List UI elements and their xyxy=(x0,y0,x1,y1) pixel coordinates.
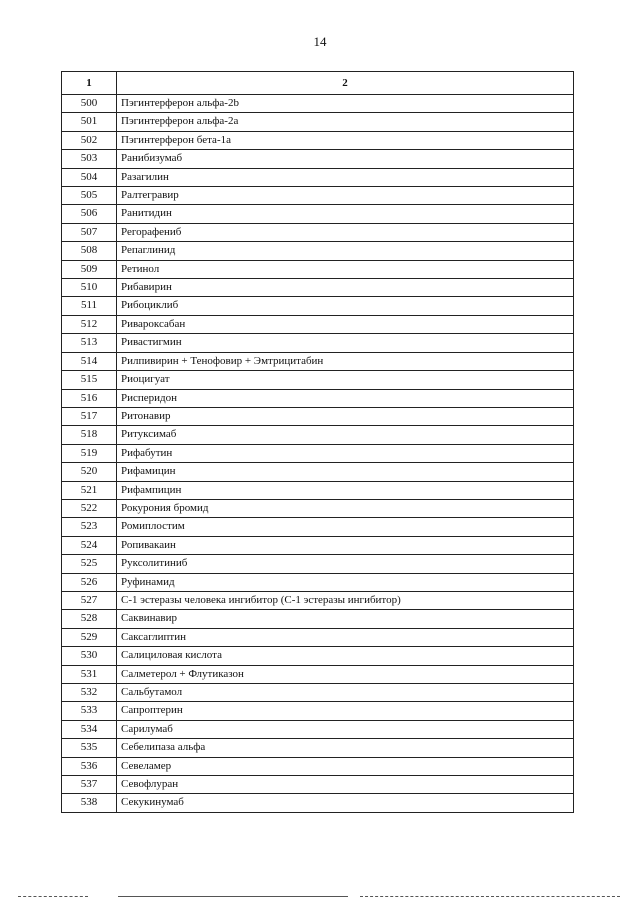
drug-name-cell: Руксолитиниб xyxy=(117,555,574,573)
row-number-cell: 536 xyxy=(62,757,117,775)
table-row xyxy=(62,463,574,481)
table-row xyxy=(62,536,574,554)
table-row xyxy=(62,426,574,444)
drug-name-cell: Ранибизумаб xyxy=(117,150,574,168)
row-number-cell: 538 xyxy=(62,794,117,812)
table-row xyxy=(62,168,574,186)
row-number-cell: 512 xyxy=(62,315,117,333)
row-number-cell: 537 xyxy=(62,776,117,794)
table-row xyxy=(62,407,574,425)
table-row xyxy=(62,518,574,536)
drug-name-cell: Разагилин xyxy=(117,168,574,186)
drug-name-cell: Сарилумаб xyxy=(117,720,574,738)
row-number-cell: 522 xyxy=(62,499,117,517)
row-number-cell: 502 xyxy=(62,131,117,149)
drug-name-cell: Ранитидин xyxy=(117,205,574,223)
drug-name-cell: Репаглинид xyxy=(117,242,574,260)
table-row xyxy=(62,389,574,407)
table-row xyxy=(62,444,574,462)
drug-name-cell: Салициловая кислота xyxy=(117,647,574,665)
drug-name-cell: Саксаглиптин xyxy=(117,628,574,646)
table-row xyxy=(62,665,574,683)
row-number-cell: 534 xyxy=(62,720,117,738)
drug-name-cell: Ретинол xyxy=(117,260,574,278)
column-header-name: 2 xyxy=(117,72,574,95)
row-number-cell: 505 xyxy=(62,187,117,205)
row-number-cell: 515 xyxy=(62,371,117,389)
row-number-cell: 506 xyxy=(62,205,117,223)
page-number: 14 xyxy=(313,34,327,49)
row-number-cell: 518 xyxy=(62,426,117,444)
drug-name-cell: Пэгинтерферон альфа-2а xyxy=(117,113,574,131)
table-header-row xyxy=(62,72,574,95)
table-row xyxy=(62,591,574,609)
table-row xyxy=(62,555,574,573)
row-number-cell: 523 xyxy=(62,518,117,536)
table-body xyxy=(62,95,574,813)
drug-name-cell: Рисперидон xyxy=(117,389,574,407)
drug-name-cell: Ритонавир xyxy=(117,407,574,425)
row-number-cell: 508 xyxy=(62,242,117,260)
row-number-cell: 516 xyxy=(62,389,117,407)
table-row xyxy=(62,739,574,757)
row-number-cell: 510 xyxy=(62,279,117,297)
drug-name-cell: Салметерол + Флутиказон xyxy=(117,665,574,683)
drug-name-cell: Ривароксабан xyxy=(117,315,574,333)
scan-artifact-line xyxy=(118,896,348,897)
row-number-cell: 501 xyxy=(62,113,117,131)
table-row xyxy=(62,573,574,591)
table-row xyxy=(62,628,574,646)
drug-name-cell: Ропивакаин xyxy=(117,536,574,554)
table-row xyxy=(62,315,574,333)
row-number-cell: 511 xyxy=(62,297,117,315)
drug-name-cell: Риоцигуат xyxy=(117,371,574,389)
table-row xyxy=(62,610,574,628)
drug-table xyxy=(61,71,574,813)
row-number-cell: 532 xyxy=(62,684,117,702)
table-row xyxy=(62,279,574,297)
row-number-cell: 509 xyxy=(62,260,117,278)
drug-name-cell: Рокурония бромид xyxy=(117,499,574,517)
table-row xyxy=(62,499,574,517)
drug-name-cell: Рибоциклиб xyxy=(117,297,574,315)
table-row xyxy=(62,757,574,775)
row-number-cell: 524 xyxy=(62,536,117,554)
drug-name-cell: Севеламер xyxy=(117,757,574,775)
row-number-cell: 525 xyxy=(62,555,117,573)
drug-name-cell: Ритуксимаб xyxy=(117,426,574,444)
drug-name-cell: Ралтегравир xyxy=(117,187,574,205)
row-number-cell: 531 xyxy=(62,665,117,683)
row-number-cell: 517 xyxy=(62,407,117,425)
row-number-cell: 519 xyxy=(62,444,117,462)
table-row xyxy=(62,371,574,389)
drug-name-cell: Сапроптерин xyxy=(117,702,574,720)
row-number-cell: 504 xyxy=(62,168,117,186)
row-number-cell: 503 xyxy=(62,150,117,168)
drug-name-cell: Ривастигмин xyxy=(117,334,574,352)
table-row xyxy=(62,776,574,794)
drug-name-cell: Регорафениб xyxy=(117,223,574,241)
drug-name-cell: Рибавирин xyxy=(117,279,574,297)
table-row xyxy=(62,260,574,278)
scan-artifact-line xyxy=(360,896,620,897)
table-row xyxy=(62,647,574,665)
row-number-cell: 520 xyxy=(62,463,117,481)
row-number-cell: 530 xyxy=(62,647,117,665)
table-row xyxy=(62,131,574,149)
row-number-cell: 500 xyxy=(62,95,117,113)
table-row xyxy=(62,223,574,241)
row-number-cell: 514 xyxy=(62,352,117,370)
drug-name-cell: Пэгинтерферон альфа-2b xyxy=(117,95,574,113)
drug-name-cell: С-1 эстеразы человека ингибитор (С-1 эстеразы ингибитор) xyxy=(117,591,574,609)
table-row xyxy=(62,187,574,205)
drug-name-cell: Рифамицин xyxy=(117,463,574,481)
row-number-cell: 533 xyxy=(62,702,117,720)
table-row xyxy=(62,95,574,113)
table-row xyxy=(62,684,574,702)
drug-name-cell: Себелипаза альфа xyxy=(117,739,574,757)
row-number-cell: 529 xyxy=(62,628,117,646)
column-header-number: 1 xyxy=(62,72,117,95)
table-row xyxy=(62,297,574,315)
scan-artifact-line xyxy=(18,896,88,897)
table-row xyxy=(62,334,574,352)
drug-name-cell: Рифампицин xyxy=(117,481,574,499)
row-number-cell: 507 xyxy=(62,223,117,241)
table-row xyxy=(62,242,574,260)
row-number-cell: 535 xyxy=(62,739,117,757)
drug-name-cell: Рифабутин xyxy=(117,444,574,462)
table-row xyxy=(62,481,574,499)
drug-name-cell: Севофлуран xyxy=(117,776,574,794)
table-row xyxy=(62,794,574,812)
table-row xyxy=(62,205,574,223)
table-row xyxy=(62,352,574,370)
drug-name-cell: Пэгинтерферон бета-1а xyxy=(117,131,574,149)
table-row xyxy=(62,720,574,738)
row-number-cell: 528 xyxy=(62,610,117,628)
drug-name-cell: Руфинамид xyxy=(117,573,574,591)
table-row xyxy=(62,702,574,720)
row-number-cell: 521 xyxy=(62,481,117,499)
drug-name-cell: Сальбутамол xyxy=(117,684,574,702)
table-row xyxy=(62,150,574,168)
table-row xyxy=(62,113,574,131)
drug-name-cell: Секукинумаб xyxy=(117,794,574,812)
drug-name-cell: Саквинавир xyxy=(117,610,574,628)
row-number-cell: 526 xyxy=(62,573,117,591)
row-number-cell: 513 xyxy=(62,334,117,352)
drug-name-cell: Рилпивирин + Тенофовир + Эмтрицитабин xyxy=(117,352,574,370)
row-number-cell: 527 xyxy=(62,591,117,609)
drug-name-cell: Ромиплостим xyxy=(117,518,574,536)
